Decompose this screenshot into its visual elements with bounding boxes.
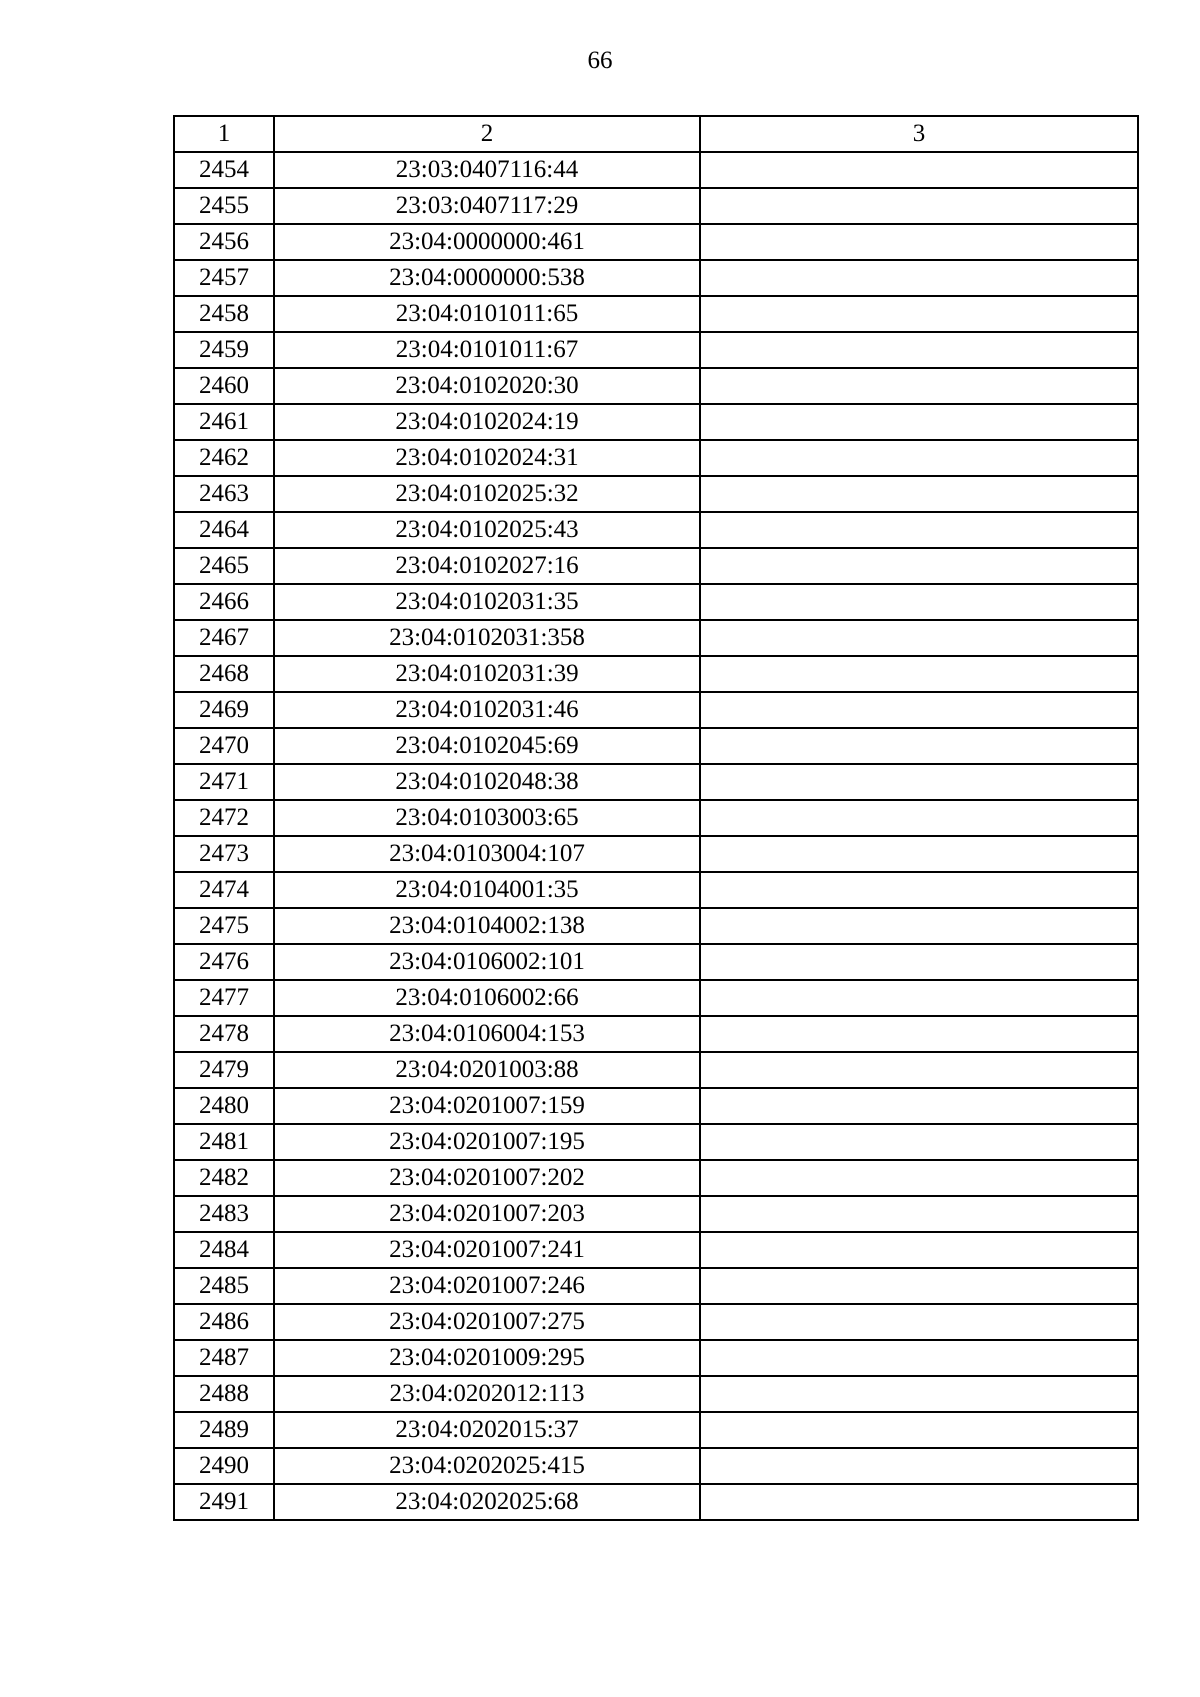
table-row xyxy=(174,1196,1138,1232)
row-number-cell: 2474 xyxy=(174,872,274,908)
header-row xyxy=(174,116,1138,152)
row-number-cell: 2483 xyxy=(174,1196,274,1232)
row-number-cell: 2487 xyxy=(174,1340,274,1376)
header-cell-1: 1 xyxy=(174,116,274,152)
table-row xyxy=(174,656,1138,692)
cadastral-number-cell: 23:04:0202025:68 xyxy=(274,1484,700,1520)
notes-cell xyxy=(700,1376,1138,1412)
row-number-cell: 2471 xyxy=(174,764,274,800)
notes-cell xyxy=(700,692,1138,728)
cadastral-number-cell: 23:04:0102031:39 xyxy=(274,656,700,692)
row-number-cell: 2490 xyxy=(174,1448,274,1484)
row-number-cell: 2455 xyxy=(174,188,274,224)
row-number-cell: 2462 xyxy=(174,440,274,476)
notes-cell xyxy=(700,836,1138,872)
table-row xyxy=(174,512,1138,548)
row-number-cell: 2460 xyxy=(174,368,274,404)
table-row xyxy=(174,188,1138,224)
row-number-cell: 2475 xyxy=(174,908,274,944)
cadastral-number-cell: 23:04:0201007:203 xyxy=(274,1196,700,1232)
table-row xyxy=(174,584,1138,620)
table-row xyxy=(174,980,1138,1016)
table-row xyxy=(174,800,1138,836)
cadastral-number-cell: 23:04:0102025:32 xyxy=(274,476,700,512)
table-row xyxy=(174,908,1138,944)
cadastral-number-cell: 23:04:0102025:43 xyxy=(274,512,700,548)
cadastral-number-cell: 23:04:0201009:295 xyxy=(274,1340,700,1376)
notes-cell xyxy=(700,872,1138,908)
table-row xyxy=(174,1088,1138,1124)
cadastral-number-cell: 23:04:0201003:88 xyxy=(274,1052,700,1088)
notes-cell xyxy=(700,1016,1138,1052)
table-row xyxy=(174,1376,1138,1412)
notes-cell xyxy=(700,476,1138,512)
page-number: 66 xyxy=(587,47,613,74)
table-row xyxy=(174,692,1138,728)
notes-cell xyxy=(700,944,1138,980)
cadastral-number-cell: 23:04:0104001:35 xyxy=(274,872,700,908)
notes-cell xyxy=(700,620,1138,656)
table-row xyxy=(174,224,1138,260)
row-number-cell: 2458 xyxy=(174,296,274,332)
cadastral-number-cell: 23:04:0101011:67 xyxy=(274,332,700,368)
table-body xyxy=(174,116,1138,1520)
row-number-cell: 2482 xyxy=(174,1160,274,1196)
row-number-cell: 2480 xyxy=(174,1088,274,1124)
notes-cell xyxy=(700,188,1138,224)
notes-cell xyxy=(700,1412,1138,1448)
cadastral-number-cell: 23:04:0102031:358 xyxy=(274,620,700,656)
table-row xyxy=(174,728,1138,764)
table-row xyxy=(174,1412,1138,1448)
notes-cell xyxy=(700,1196,1138,1232)
cadastral-number-cell: 23:04:0102031:35 xyxy=(274,584,700,620)
cadastral-number-cell: 23:04:0201007:246 xyxy=(274,1268,700,1304)
row-number-cell: 2476 xyxy=(174,944,274,980)
table-row xyxy=(174,620,1138,656)
row-number-cell: 2454 xyxy=(174,152,274,188)
notes-cell xyxy=(700,404,1138,440)
row-number-cell: 2488 xyxy=(174,1376,274,1412)
cadastral-number-cell: 23:04:0000000:461 xyxy=(274,224,700,260)
row-number-cell: 2469 xyxy=(174,692,274,728)
notes-cell xyxy=(700,368,1138,404)
notes-cell xyxy=(700,800,1138,836)
notes-cell xyxy=(700,584,1138,620)
cadastral-number-cell: 23:04:0201007:202 xyxy=(274,1160,700,1196)
row-number-cell: 2456 xyxy=(174,224,274,260)
notes-cell xyxy=(700,296,1138,332)
notes-cell xyxy=(700,548,1138,584)
table-row xyxy=(174,368,1138,404)
notes-cell xyxy=(700,1340,1138,1376)
notes-cell xyxy=(700,1052,1138,1088)
notes-cell xyxy=(700,1124,1138,1160)
table-row xyxy=(174,404,1138,440)
cadastral-number-cell: 23:04:0102048:38 xyxy=(274,764,700,800)
cadastral-number-cell: 23:03:0407117:29 xyxy=(274,188,700,224)
row-number-cell: 2484 xyxy=(174,1232,274,1268)
row-number-cell: 2473 xyxy=(174,836,274,872)
table-row xyxy=(174,764,1138,800)
cadastral-number-cell: 23:04:0201007:275 xyxy=(274,1304,700,1340)
table-row xyxy=(174,1016,1138,1052)
row-number-cell: 2481 xyxy=(174,1124,274,1160)
header-cell-2: 2 xyxy=(274,116,700,152)
cadastral-number-cell: 23:04:0202025:415 xyxy=(274,1448,700,1484)
notes-cell xyxy=(700,1484,1138,1520)
table-row xyxy=(174,332,1138,368)
row-number-cell: 2468 xyxy=(174,656,274,692)
table-row xyxy=(174,1484,1138,1520)
notes-cell xyxy=(700,656,1138,692)
row-number-cell: 2467 xyxy=(174,620,274,656)
notes-cell xyxy=(700,1160,1138,1196)
row-number-cell: 2472 xyxy=(174,800,274,836)
table-row xyxy=(174,1232,1138,1268)
cadastral-number-cell: 23:04:0106002:101 xyxy=(274,944,700,980)
row-number-cell: 2477 xyxy=(174,980,274,1016)
notes-cell xyxy=(700,260,1138,296)
table-row xyxy=(174,1304,1138,1340)
row-number-cell: 2465 xyxy=(174,548,274,584)
cadastral-number-cell: 23:04:0103004:107 xyxy=(274,836,700,872)
notes-cell xyxy=(700,1088,1138,1124)
row-number-cell: 2457 xyxy=(174,260,274,296)
notes-cell xyxy=(700,1304,1138,1340)
cadastral-number-cell: 23:04:0106004:153 xyxy=(274,1016,700,1052)
table-row xyxy=(174,476,1138,512)
row-number-cell: 2463 xyxy=(174,476,274,512)
cadastral-number-cell: 23:04:0103003:65 xyxy=(274,800,700,836)
row-number-cell: 2466 xyxy=(174,584,274,620)
cadastral-number-cell: 23:03:0407116:44 xyxy=(274,152,700,188)
row-number-cell: 2478 xyxy=(174,1016,274,1052)
row-number-cell: 2470 xyxy=(174,728,274,764)
cadastral-number-cell: 23:04:0102045:69 xyxy=(274,728,700,764)
row-number-cell: 2479 xyxy=(174,1052,274,1088)
cadastral-number-cell: 23:04:0104002:138 xyxy=(274,908,700,944)
row-number-cell: 2485 xyxy=(174,1268,274,1304)
notes-cell xyxy=(700,1448,1138,1484)
row-number-cell: 2461 xyxy=(174,404,274,440)
row-number-cell: 2491 xyxy=(174,1484,274,1520)
notes-cell xyxy=(700,332,1138,368)
table-row xyxy=(174,296,1138,332)
table-row xyxy=(174,1160,1138,1196)
cadastral-number-cell: 23:04:0202012:113 xyxy=(274,1376,700,1412)
table-row xyxy=(174,1124,1138,1160)
cadastral-number-cell: 23:04:0101011:65 xyxy=(274,296,700,332)
notes-cell xyxy=(700,1268,1138,1304)
notes-cell xyxy=(700,440,1138,476)
table-row xyxy=(174,872,1138,908)
notes-cell xyxy=(700,764,1138,800)
table-row xyxy=(174,1052,1138,1088)
table-row xyxy=(174,944,1138,980)
table-row xyxy=(174,836,1138,872)
notes-cell xyxy=(700,224,1138,260)
row-number-cell: 2459 xyxy=(174,332,274,368)
cadastral-number-cell: 23:04:0000000:538 xyxy=(274,260,700,296)
cadastral-number-cell: 23:04:0102024:19 xyxy=(274,404,700,440)
header-cell-3: 3 xyxy=(700,116,1138,152)
cadastral-number-cell: 23:04:0202015:37 xyxy=(274,1412,700,1448)
row-number-cell: 2486 xyxy=(174,1304,274,1340)
notes-cell xyxy=(700,728,1138,764)
cadastral-number-cell: 23:04:0102031:46 xyxy=(274,692,700,728)
table-row xyxy=(174,1340,1138,1376)
row-number-cell: 2489 xyxy=(174,1412,274,1448)
table-row xyxy=(174,440,1138,476)
cadastral-number-cell: 23:04:0102024:31 xyxy=(274,440,700,476)
row-number-cell: 2464 xyxy=(174,512,274,548)
cadastral-number-cell: 23:04:0201007:241 xyxy=(274,1232,700,1268)
table-row xyxy=(174,152,1138,188)
cadastral-number-cell: 23:04:0106002:66 xyxy=(274,980,700,1016)
notes-cell xyxy=(700,512,1138,548)
cadastral-number-cell: 23:04:0102020:30 xyxy=(274,368,700,404)
notes-cell xyxy=(700,152,1138,188)
notes-cell xyxy=(700,980,1138,1016)
table-row xyxy=(174,260,1138,296)
table-row xyxy=(174,548,1138,584)
table-row xyxy=(174,1268,1138,1304)
notes-cell xyxy=(700,1232,1138,1268)
notes-cell xyxy=(700,908,1138,944)
cadastral-number-cell: 23:04:0102027:16 xyxy=(274,548,700,584)
cadastral-number-cell: 23:04:0201007:195 xyxy=(274,1124,700,1160)
cadastral-number-cell: 23:04:0201007:159 xyxy=(274,1088,700,1124)
table-row xyxy=(174,1448,1138,1484)
data-table xyxy=(173,115,1139,1521)
